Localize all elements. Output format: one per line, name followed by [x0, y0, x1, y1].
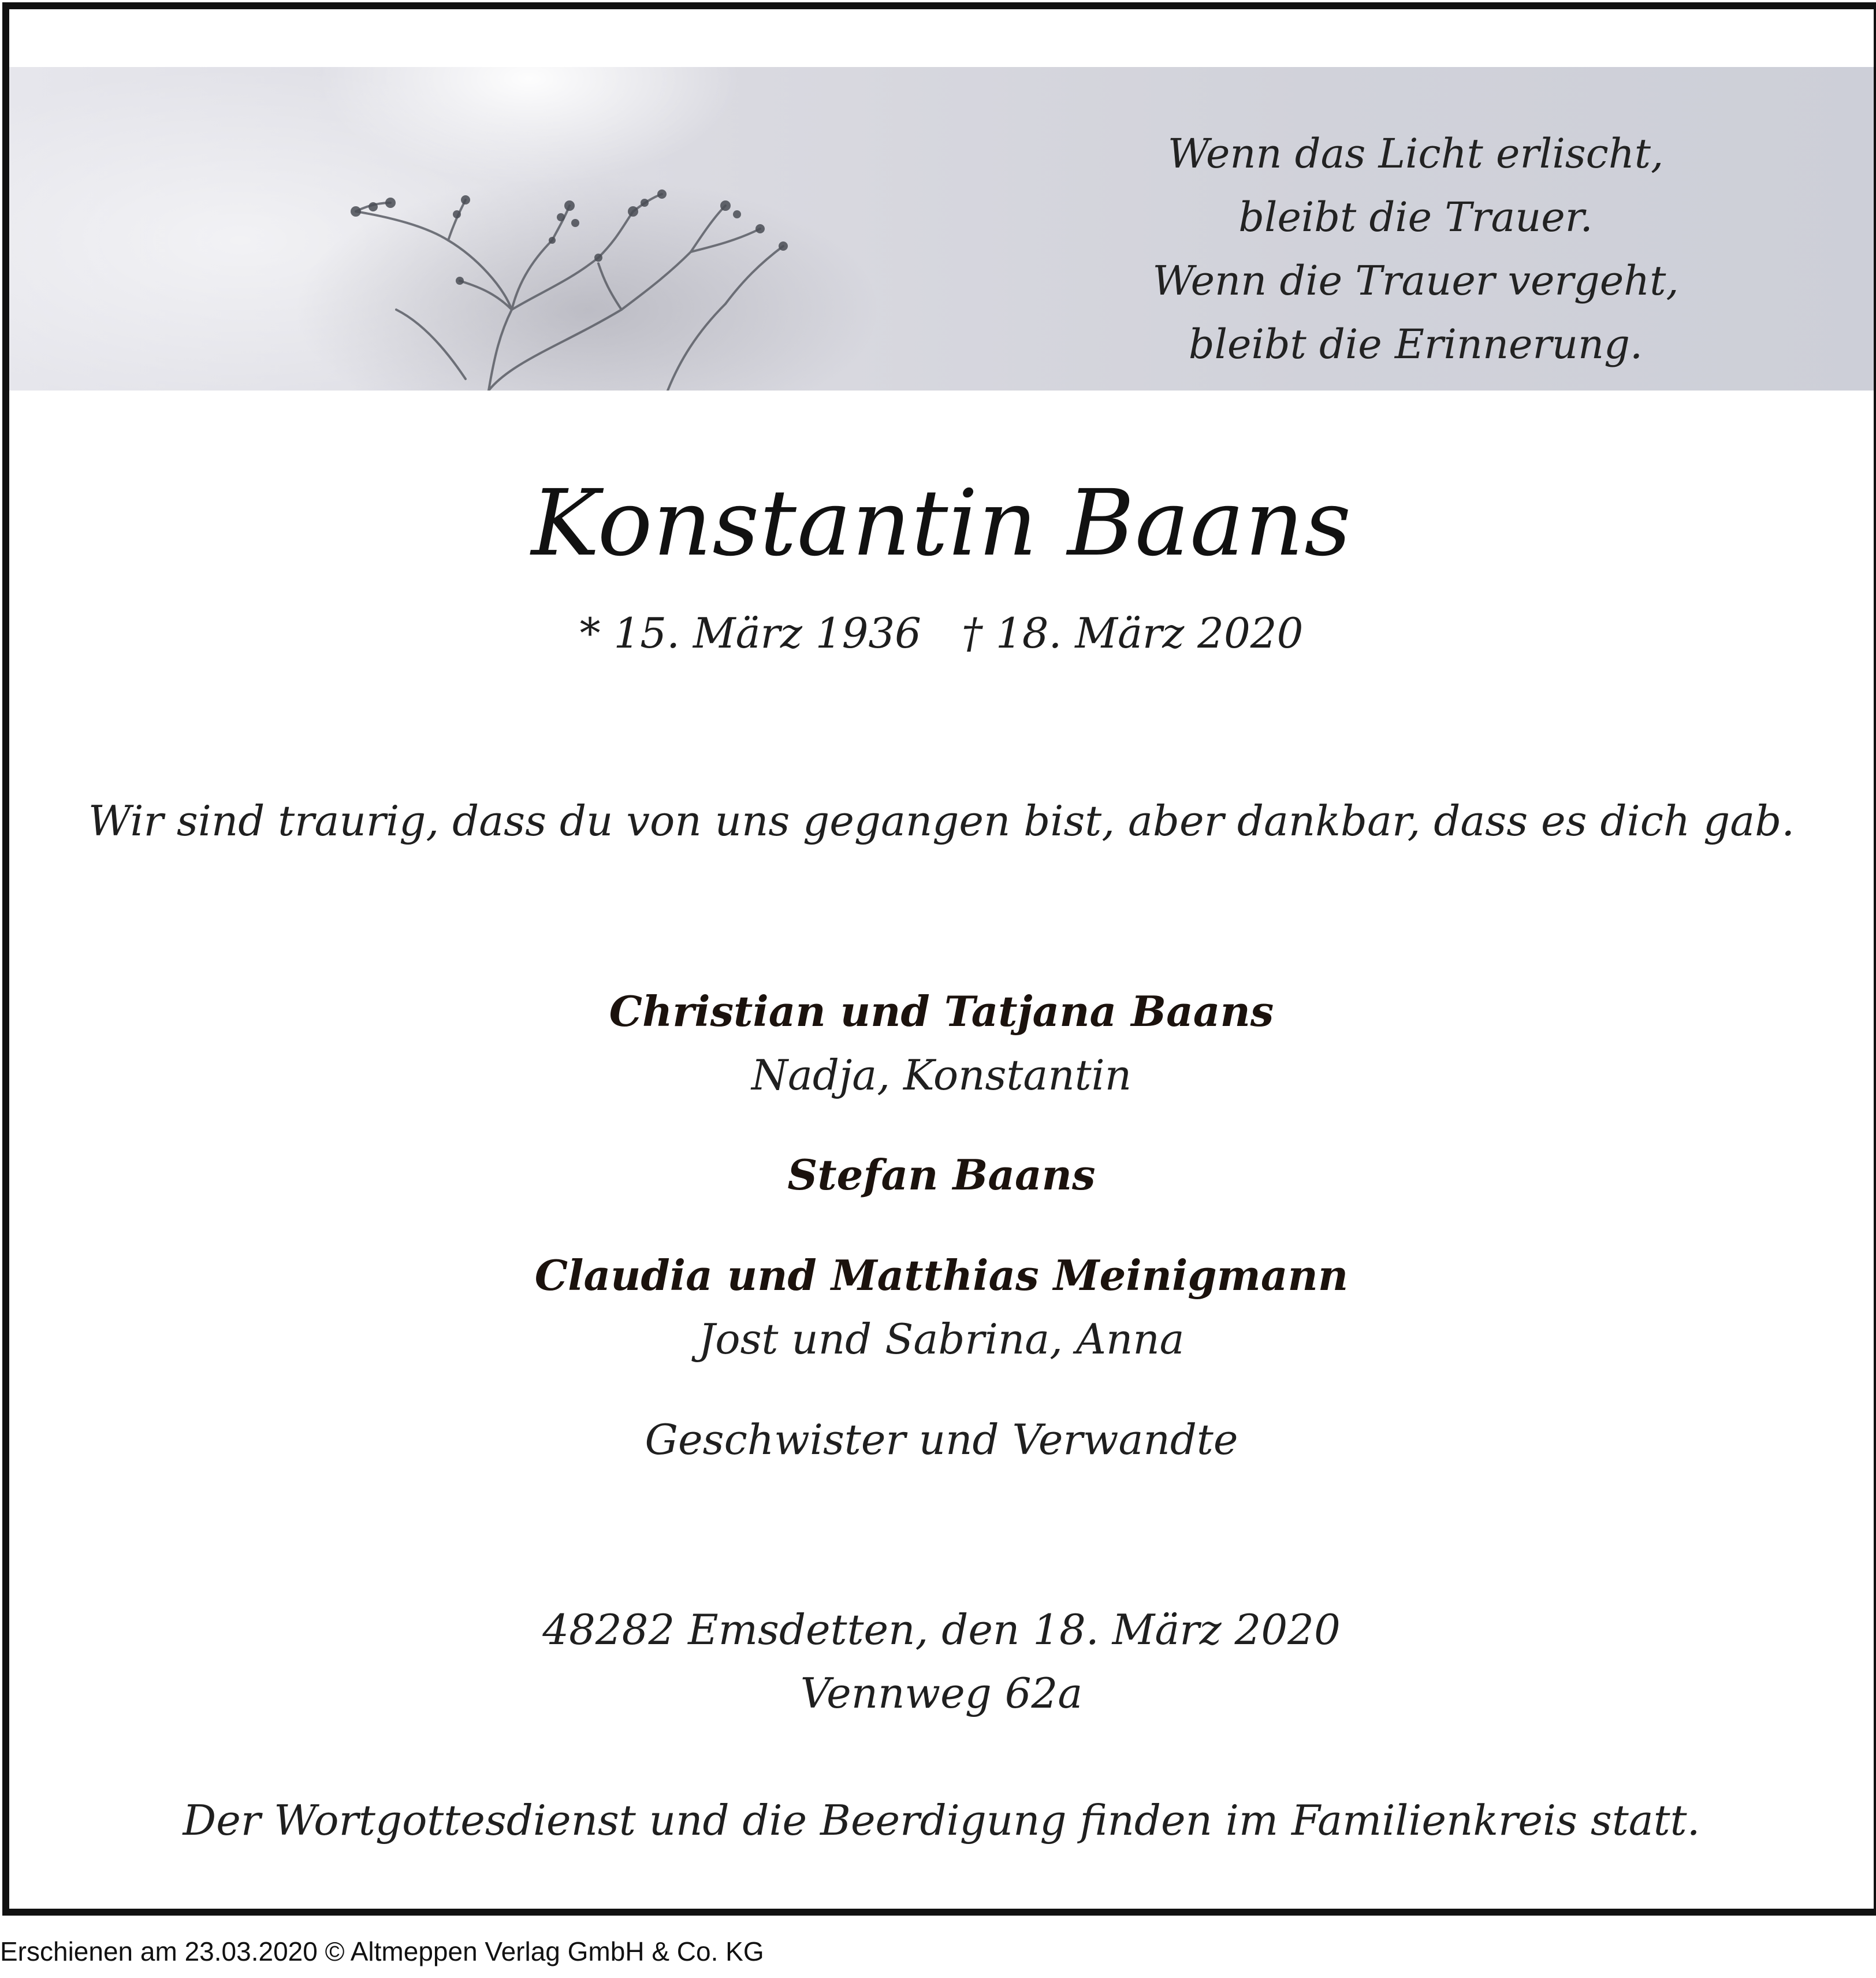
death-date: † 18. März 2020 — [962, 609, 1304, 657]
place-date: 48282 Emsdetten, den 18. März 2020 — [542, 1605, 1341, 1654]
mourner-children: Jost und Sabrina, Anna — [698, 1315, 1185, 1363]
header-quote — [1084, 122, 1748, 376]
birth-date: * 15. März 1936 — [579, 609, 921, 657]
mourner-name: Stefan Baans — [787, 1150, 1096, 1199]
deceased-name: Konstantin Baans — [531, 470, 1352, 577]
street-address: Vennweg 62a — [800, 1669, 1083, 1717]
life-dates — [9, 604, 1874, 662]
mourner-name: Claudia und Matthias Meinigmann — [534, 1251, 1349, 1300]
quote-line: Wenn die Trauer vergeht, — [1152, 257, 1679, 304]
plant-branch-image — [321, 171, 841, 391]
quote-line: Wenn das Licht erlischt, — [1167, 130, 1664, 177]
header-banner — [9, 67, 1874, 391]
obituary-card — [2, 2, 1876, 1916]
mourner-name: Christian und Tatjana Baans — [609, 987, 1274, 1036]
publication-footer: Erschienen am 23.03.2020 © Altmeppen Verlag GmbH & Co. KG — [0, 1936, 764, 1966]
mourner-children: Nadja, Konstantin — [751, 1051, 1132, 1099]
quote-line: bleibt die Erinnerung. — [1188, 321, 1643, 368]
quote-line: bleibt die Trauer. — [1238, 194, 1593, 241]
service-note: Der Wortgottesdienst und die Beerdigung finden im Familienkreis statt. — [183, 1796, 1700, 1845]
tribute-text: Wir sind traurig, dass du von uns gegangen bist, aber dankbar, dass es dich gab. — [88, 797, 1795, 845]
relatives-text: Geschwister und Verwandte — [645, 1415, 1238, 1464]
